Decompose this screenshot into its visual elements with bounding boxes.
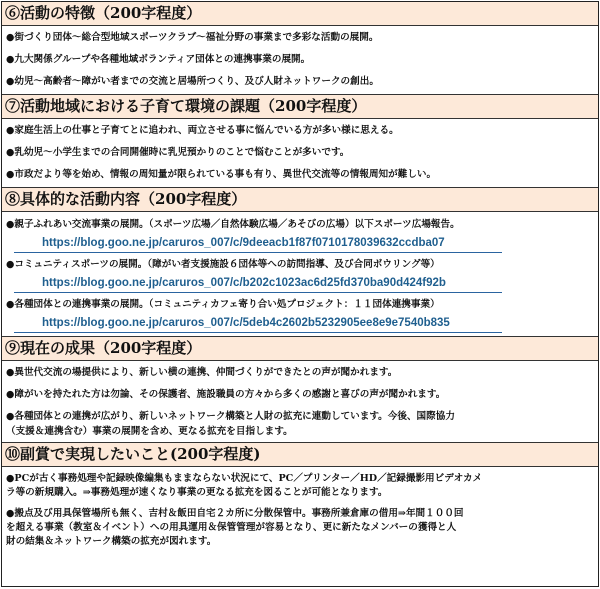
section-10-line: ●PCが古く事務処理や記録映像編集もままならない状況にて、PC／プリンター／HD／記録撮影用ビデオカメ [6, 473, 483, 484]
activity-item-text: ●各種団体との連携事業の展開。（コミュニティカフェ寄り合い処プロジェクト：１１団体連携事業） [6, 299, 440, 310]
blog-link-2[interactable]: https://blog.goo.ne.jp/caruros_007/c/b202c1023ac6d25fd370ba90d424f92b [14, 276, 502, 293]
section-10-body [2, 467, 598, 548]
section-6-line: ●街づくり団体～総合型地域スポーツクラブ～福祉分野の事業まで多彩な活動の展開。 [6, 32, 379, 43]
blog-link-1[interactable]: https://blog.goo.ne.jp/caruros_007/c/9deeacb1f87f0710178039632ccdba07 [14, 236, 502, 253]
section-9-line: ●障がいを持たれた方は勿論、その保護者、施設職員の方々から多くの感謝と喜びの声が聞かれます。 [6, 389, 446, 400]
section-8-body [2, 212, 598, 333]
activity-item-text: ●親子ふれあい交流事業の展開。（スポーツ広場／自然体験広場／あそびの広場）以下スポーツ広場報告。 [6, 219, 460, 230]
section-10-line: ●搬点及び用具保管場所も無く、吉村＆飯田自宅２カ所に分散保管中。事務所兼倉庫の借用⇒年間１００回 [6, 508, 464, 519]
form-page [1, 1, 599, 587]
activity-item-text: ●コミュニティスポーツの展開。（障がい者支援施設６団体等への訪問指導、及び合同ボウリング等） [6, 259, 440, 270]
section-6-line: ●幼児～高齢者～障がい者までの交流と居場所つくり、及び人財ネットワークの創出。 [6, 76, 379, 87]
section-9-line: （支援＆連携含む）事業の展開を含め、更なる拡充を目指します。 [6, 426, 293, 437]
section-9-line: ●異世代交流の場提供により、新しい横の連携、仲間づくりができたとの声が聞かれます。 [6, 367, 398, 378]
section-7-line: ●市政だより等を始め、情報の周知量が限られている事も有り、異世代交流等の情報周知が難しい。 [6, 169, 437, 180]
section-10-line: 財の結集＆ネットワーク構築の拡充が図れます。 [6, 536, 217, 547]
section-7-body [2, 119, 598, 181]
section-7-line: ●乳幼児～小学生までの合同開催時に乳児預かりのことで悩むことが多いです。 [6, 147, 350, 158]
section-7-title: ⑦活動地域における子育て環境の課題（200字程度） [2, 94, 598, 119]
section-10-line: ラ等の新規購入。⇒事務処理が速くなり事業の更なる拡充を図ることが可能となります。 [6, 487, 388, 498]
section-9-body [2, 361, 598, 438]
section-9-line: ●各種団体との連携が広がり、新しいネットワーク構築と人財の拡充に連動しています。今後、国際協力 [6, 411, 455, 422]
section-8-title: ⑧具体的な活動内容（200字程度） [2, 187, 598, 212]
section-6-title: ⑥活動の特徴（200字程度） [2, 2, 598, 26]
section-10-line: を超える事業（教室＆イベント）への用具運用＆保管管理が容易となり、更に新たなメンバーの獲得と人 [6, 522, 457, 533]
section-6-body [2, 26, 598, 88]
section-9-title: ⑨現在の成果（200字程度） [2, 336, 598, 361]
section-10-title: ⑩副賞で実現したいこと(200字程度) [2, 442, 598, 467]
blog-link-3[interactable]: https://blog.goo.ne.jp/caruros_007/c/5deb4c2602b5232905ee8e9e7540b835 [14, 316, 502, 333]
section-6-line: ●九大関係グループや各種地域ボランティア団体との連携事業の展開。 [6, 54, 311, 65]
section-7-line: ●家庭生活上の仕事と子育てとに追われ、両立させる事に悩んでいる方が多い様に思える。 [6, 125, 399, 136]
